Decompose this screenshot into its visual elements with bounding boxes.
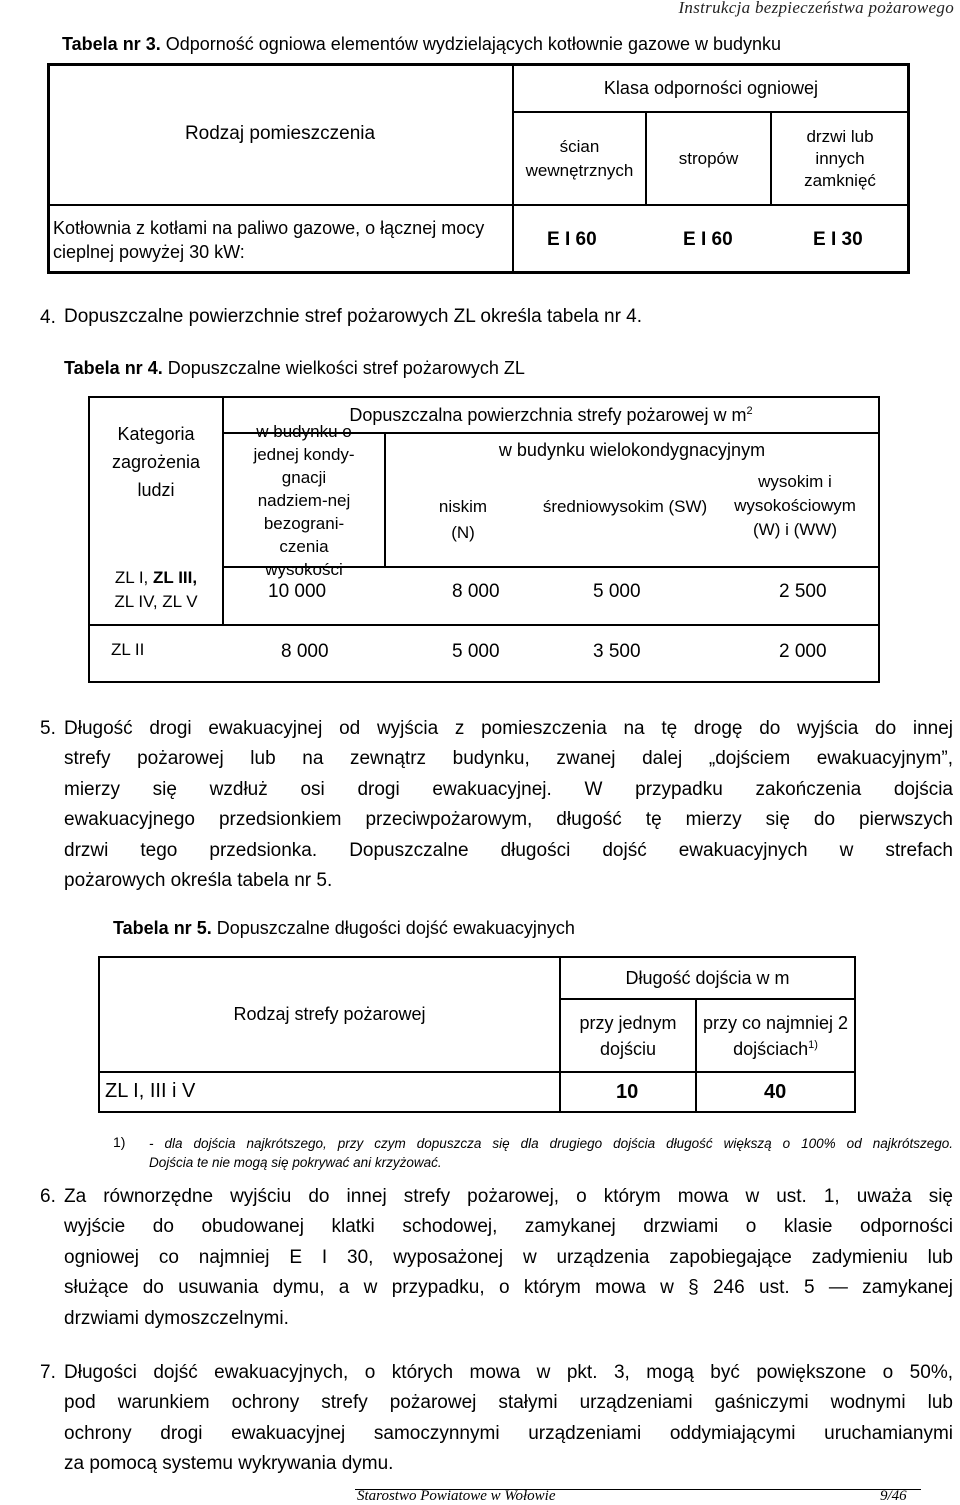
table3-header-room-type: Rodzaj pomieszczenia: [184, 123, 376, 144]
table5-row-label: ZL I, III i V: [105, 1080, 196, 1102]
point7-text: [64, 1358, 953, 1480]
point6-line: ogniowej co najmniej E I 30, wyposażonej w urządzenia zapobiegające zadymieniu lub: [64, 1246, 953, 1268]
table5-header-zone-type: Rodzaj strefy pożarowej: [233, 1004, 426, 1024]
point5-line: Długość drogi ewakuacyjnej od wyjścia z pomieszczenia na tę drogę do wyjścia do innej: [64, 718, 953, 739]
table4-header-low: niskim (N): [438, 497, 488, 542]
table4-header-single-storey: w budynku o jednej kondy-gnacji nadziem-nej bezograni-czenia wysokości: [253, 421, 355, 579]
point7-line: Długości dojść ewakuacyjnych, o których mowa w pkt. 3, mogą być powiększone o 50%,: [64, 1362, 953, 1383]
point5-line: pożarowych określa tabela nr 5.: [64, 870, 333, 892]
table3-header-doors: drzwi lub innych zamknięć: [804, 126, 876, 190]
table3-caption-label: Tabela nr 3.: [62, 34, 161, 54]
footnote-text: [149, 1134, 953, 1172]
table4-header-multi-storey: w budynku wielokondygnacyjnym: [498, 439, 766, 460]
table5-header-two-exits: [697, 1000, 854, 1071]
footer-page-number: 9/46: [880, 1488, 907, 1504]
footnote-mark: 1): [113, 1134, 126, 1150]
point5-line: mierzy się wzdłuż osi drogi ewakuacyjnej. W przypadku zakończenia dojścia: [64, 778, 953, 800]
table5-caption-text: Dopuszczalne długości dojść ewakuacyjnych: [211, 918, 575, 938]
table4-header-mid: średniowysokim (SW): [542, 497, 708, 516]
point7-number: 7.: [40, 1362, 56, 1383]
page-header-title: Instrukcja bezpieczeństwa pożarowego: [678, 0, 954, 17]
table4-divider: [88, 624, 880, 626]
point5-text: [64, 714, 953, 896]
table5-header-length: Długość dojścia w m: [625, 967, 790, 988]
point6-line: drzwiami dymoszczelnymi.: [64, 1307, 289, 1329]
point6-number: 6.: [40, 1186, 56, 1207]
point4-text: Dopuszczalne powierzchnie stref pożarowych ZL określa tabela nr 4.: [64, 306, 643, 327]
table3-header-class: Klasa odporności ogniowej: [603, 78, 819, 98]
footnote-line: - dla dojścia najkrótszego, przy czym dopuszcza się dla drugiego dojścia długość większą o 100% od najkrótszego.: [149, 1136, 953, 1151]
point6-line: wyjście do obudowanej klatki schodowej, zamykanej drzwiami o klasie odporności: [64, 1216, 953, 1238]
table4-row2-value-mid: 3 500: [593, 641, 641, 662]
table4-header-area-text: Dopuszczalna powierzchnia strefy pożarowej w m: [349, 404, 747, 425]
table3-divider: [47, 204, 910, 206]
point5-line: drzwi tego przedsionka. Dopuszczalne długości dojść ewakuacyjnych w strefach: [64, 839, 953, 861]
table4-row2-value-low: 5 000: [452, 641, 500, 662]
point4-number: 4.: [40, 307, 56, 328]
table3-row-label: Kotłownia z kotłami na paliwo gazowe, o łącznej mocy cieplnej powyżej 30 kW:: [53, 218, 485, 262]
table5-row-two-exits: 40: [764, 1081, 787, 1103]
table4-row1-category: [90, 566, 222, 614]
point6-line: Za równorzędne wyjściu do innej strefy pożarowej, o którym mowa w ust. 1, uważa się: [64, 1186, 953, 1207]
table5-divider: [98, 1071, 856, 1073]
table3-row-doors: E I 30: [813, 229, 863, 250]
table3-caption-text: Odporność ogniowa elementów wydzielających kotłownie gazowe w budynku: [160, 34, 782, 54]
point7-line: pod warunkiem ochrony strefy pożarowej stałymi urządzeniami gaśniczymi wodnymi lub: [64, 1392, 953, 1414]
table4-header-category: Kategoria zagrożenia ludzi: [111, 424, 201, 500]
table3-row-walls: E I 60: [547, 229, 597, 250]
table4-row1-category-line2: ZL IV, ZL V: [114, 592, 198, 611]
point6-line: służące do usuwania dymu, a w przypadku, o którym mowa w § 246 ust. 5 — zamykanej: [64, 1277, 953, 1299]
table5-header-two-exits-sup: 1): [808, 1038, 818, 1051]
table4-header-area-sup: 2: [746, 405, 753, 417]
point5-line: ewakuacyjnego przedsionkiem przeciwpożarowym, długość tę mierzy się do pierwszych: [64, 809, 953, 831]
table4-row1-value-high: 2 500: [779, 581, 827, 602]
table5-row-one-exit: 10: [616, 1081, 639, 1103]
table5-caption-label: Tabela nr 5.: [113, 918, 212, 938]
table4-row2-category: ZL II: [111, 640, 145, 659]
footnote-line: Dojścia te nie mogą się pokrywać ani krzyżować.: [149, 1155, 442, 1170]
point6-text: [64, 1182, 953, 1334]
table4-caption-text: Dopuszczalne wielkości stref pożarowych ZL: [162, 358, 525, 378]
table4-row1-category-line1: ZL I, ZL III,: [114, 568, 198, 587]
table5-header-one-exit: przy jednym dojściu: [579, 1012, 677, 1059]
point5-line: strefy pożarowej lub na zewnątrz budynku, zwanej dalej „dojściem ewakuacyjnym”,: [64, 748, 953, 770]
point7-line: za pomocą systemu wykrywania dymu.: [64, 1453, 394, 1475]
table4-header-high: wysokim i wysokościowym (W) i (WW): [734, 472, 856, 539]
table3-header-ceilings: stropów: [678, 148, 739, 168]
table4-row2-value-single: 8 000: [281, 641, 329, 662]
table5-caption: [113, 918, 575, 939]
table4-row1-value-single: 10 000: [268, 581, 327, 602]
point5-number: 5.: [40, 718, 56, 739]
table5-header-two-exits-text: przy co najmniej 2 dojściach: [702, 1012, 849, 1059]
table3-row-ceilings: E I 60: [683, 229, 733, 250]
footer-office: Starostwo Powiatowe w Wołowie: [357, 1488, 556, 1504]
table4-caption-label: Tabela nr 4.: [64, 358, 163, 378]
table4-row1-value-low: 8 000: [452, 581, 500, 602]
table4-caption: [64, 358, 525, 379]
table4-row2-value-high: 2 000: [779, 641, 827, 662]
point7-line: ochrony drogi ewakuacyjnej samoczynnymi urządzeniami oddymiającymi uruchamianymi: [64, 1422, 953, 1444]
table3-caption: [62, 34, 781, 55]
table3-header-walls: ścian wewnętrznych: [525, 136, 634, 180]
table4-row1-value-mid: 5 000: [593, 581, 641, 602]
